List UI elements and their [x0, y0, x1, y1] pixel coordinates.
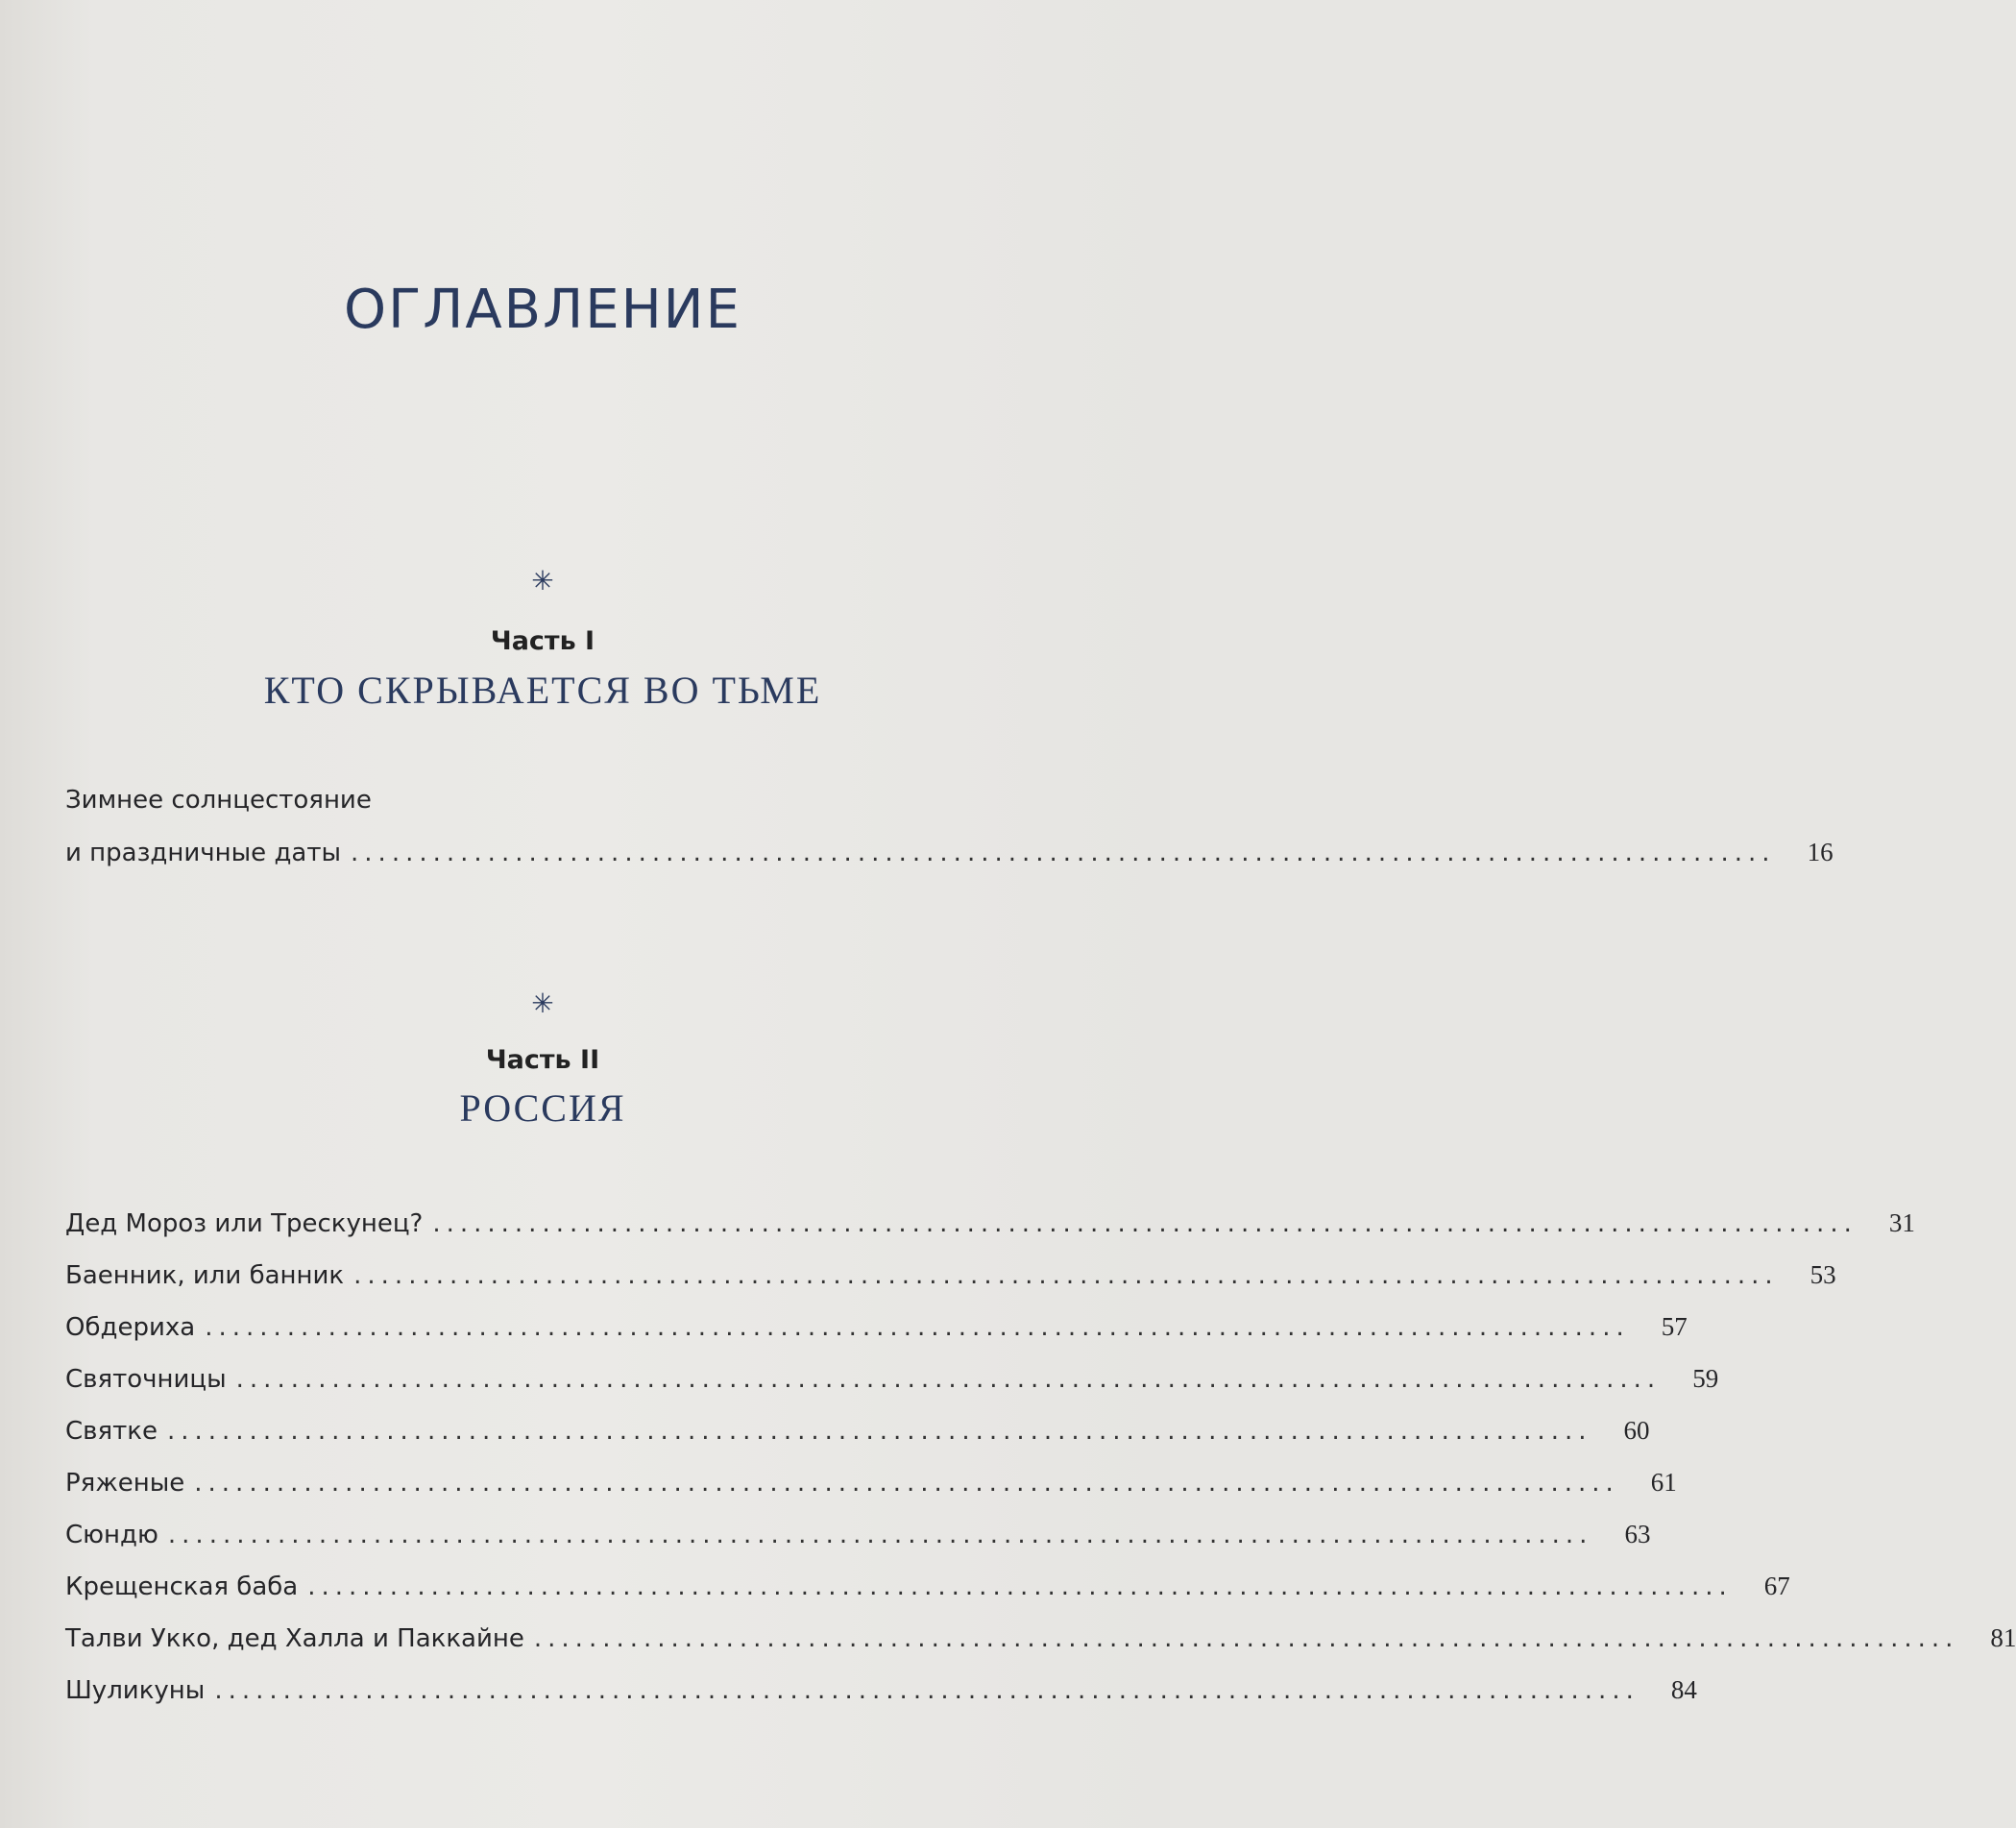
- toc-entry-page: 53: [1810, 1260, 1836, 1289]
- toc-entry-label: Сюндю: [65, 1521, 158, 1549]
- part-1-label: Часть I: [490, 626, 595, 656]
- toc-entry[interactable]: [65, 1572, 1790, 1601]
- toc-entry-label: Дед Мороз или Трескунец?: [65, 1209, 424, 1238]
- leader-dots: ........................................................................................................: [351, 839, 1776, 867]
- toc-entry-page: 61: [1650, 1468, 1677, 1497]
- toc-entry[interactable]: [65, 1675, 1697, 1705]
- toc-entry[interactable]: [65, 1364, 1719, 1394]
- toc-entry[interactable]: [65, 1312, 1688, 1342]
- toc-entry-line1: Зимнее солнцестояние: [65, 786, 372, 815]
- ornament-icon: ✳: [531, 987, 554, 1019]
- part-2-label: Часть II: [485, 1045, 600, 1075]
- toc-entry-page: 84: [1670, 1675, 1697, 1704]
- toc-entry[interactable]: [65, 838, 1834, 867]
- leader-dots: ........................................................................................................: [235, 1365, 1662, 1394]
- toc-entry-label: Святке: [65, 1417, 158, 1446]
- toc-entry-label: Шуликуны: [65, 1676, 206, 1705]
- toc-entry[interactable]: [65, 1520, 1651, 1549]
- toc-entry-page: 81: [1990, 1623, 2016, 1652]
- toc-entry[interactable]: [65, 1260, 1836, 1290]
- toc-entry-label: Ряженые: [65, 1469, 185, 1498]
- toc-entry-page: 59: [1692, 1364, 1719, 1393]
- toc-entry-label: Святочницы: [65, 1365, 227, 1394]
- leader-dots: ........................................................................................................: [353, 1261, 1779, 1290]
- toc-entry-page: 16: [1807, 838, 1834, 866]
- toc-entry-label: Талви Укко, дед Халла и Паккайне: [65, 1624, 524, 1653]
- toc-entry-page: 57: [1661, 1312, 1688, 1341]
- page-title: ОГЛАВЛЕНИЕ: [344, 279, 741, 341]
- part-1-title: КТО СКРЫВАЕТСЯ ВО ТЬМЕ: [263, 669, 822, 712]
- toc-entry-page: 63: [1624, 1520, 1651, 1548]
- leader-dots: ........................................................................................................: [214, 1676, 1640, 1705]
- toc-entry-label: и праздничные даты: [65, 839, 342, 867]
- leader-dots: ........................................................................................................: [533, 1624, 1959, 1653]
- toc-entry[interactable]: [65, 1416, 1650, 1446]
- leader-dots: ........................................................................................................: [205, 1313, 1630, 1342]
- leader-dots: ........................................................................................................: [432, 1209, 1858, 1238]
- toc-entry[interactable]: [65, 1623, 2016, 1653]
- part-2-title: РОССИЯ: [459, 1086, 626, 1130]
- toc-entry-label: Обдериха: [65, 1313, 196, 1342]
- toc-entry-page: 31: [1888, 1208, 1915, 1237]
- ornament-icon: ✳: [531, 565, 554, 597]
- leader-dots: ........................................................................................................: [166, 1417, 1592, 1446]
- toc-entry-label: Баенник, или банник: [65, 1261, 345, 1290]
- toc-entry[interactable]: [65, 1208, 1915, 1238]
- toc-entry-label: Крещенская баба: [65, 1572, 299, 1601]
- toc-entry[interactable]: [65, 1468, 1677, 1498]
- leader-dots: ........................................................................................................: [167, 1521, 1593, 1549]
- leader-dots: ........................................................................................................: [194, 1469, 1619, 1498]
- leader-dots: ........................................................................................................: [307, 1572, 1733, 1601]
- toc-entry-page: 67: [1763, 1572, 1790, 1600]
- toc-entry-page: 60: [1623, 1416, 1650, 1445]
